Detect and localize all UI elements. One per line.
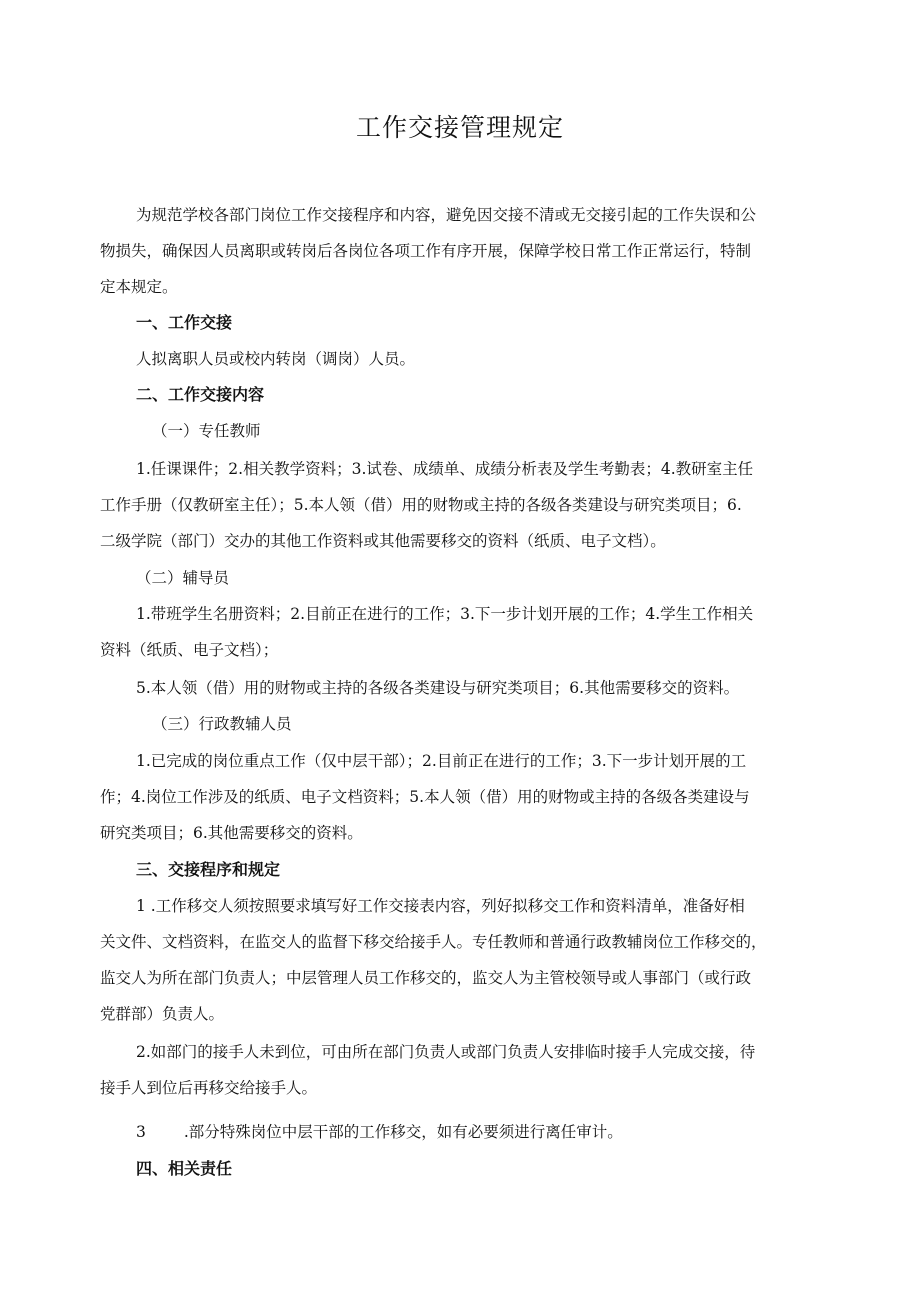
section-heading: 一、工作交接	[136, 313, 233, 332]
text-line: 作；4.岗位工作涉及的纸质、电子文档资料；5.本人领（借）用的财物或主持的各级各类建设与	[100, 788, 750, 806]
subsection-heading: （二）辅导员	[136, 569, 230, 587]
section-heading: 四、相关责任	[136, 1159, 233, 1178]
text-line: 研究类项目；6.其他需要移交的资料。	[100, 824, 363, 842]
subsection-heading: （三）行政教辅人员	[152, 715, 292, 733]
page-title: 工作交接管理规定	[355, 113, 564, 142]
paragraph	[100, 451, 822, 559]
intro-paragraph	[100, 197, 822, 305]
text-line: 二级学院（部门）交办的其他工作资料或其他需要移交的资料（纸质、电子文档）。	[100, 532, 666, 550]
text-line: 定本规定。	[100, 278, 178, 296]
section-body: 人拟离职人员或校内转岗（调岗）人员。	[136, 350, 416, 368]
text-line: 1.带班学生名册资料；2.目前正在进行的工作；3.下一步计划开展的工作；4.学生工作相关	[136, 605, 754, 623]
text-line: 1.任课课件；2.相关教学资料；3.试卷、成绩单、成绩分析表及学生考勤表；4.教研室主任	[136, 460, 754, 478]
item-number: 3	[136, 1123, 146, 1141]
text-line: 接手人到位后再移交给接手人。	[100, 1079, 318, 1097]
paragraph	[100, 743, 822, 851]
text-line: 1 .工作移交人须按照要求填写好工作交接表内容，列好拟移交工作和资料清单，准备好相	[136, 897, 745, 915]
paragraph: 5.本人领（借）用的财物或主持的各级各类建设与研究类项目；6.其他需要移交的资料。	[136, 679, 740, 697]
paragraph	[100, 888, 822, 1032]
text-line: 资料（纸质、电子文档）；	[100, 641, 279, 659]
text-line: 2.如部门的接手人未到位，可由所在部门负责人或部门负责人安排临时接手人完成交接，待	[136, 1043, 756, 1061]
paragraph	[136, 1114, 858, 1150]
paragraph	[100, 596, 822, 668]
text-line: 工作手册（仅教研室主任）；5.本人领（借）用的财物或主持的各级各类建设与研究类项目；6.	[100, 496, 742, 514]
item-text: .部分特殊岗位中层干部的工作移交，如有必要须进行离任审计。	[183, 1123, 623, 1141]
text-line: 为规范学校各部门岗位工作交接程序和内容，避免因交接不清或无交接引起的工作失误和公	[136, 206, 757, 224]
section-heading: 三、交接程序和规定	[136, 860, 281, 879]
subsection-heading: （一）专任教师	[152, 422, 261, 440]
section-heading: 二、工作交接内容	[136, 385, 265, 404]
text-line: 物损失，确保因人员离职或转岗后各岗位各项工作有序开展，保障学校日常工作正常运行，特制	[100, 242, 752, 260]
text-line: 关文件、文档资料，在监交人的监督下移交给接手人。专任教师和普通行政教辅岗位工作移交的，	[100, 933, 767, 951]
text-line: 党群部）负责人。	[100, 1005, 225, 1023]
paragraph	[100, 1034, 822, 1106]
text-line: 监交人为所在部门负责人；中层管理人员工作移交的，监交人为主管校领导或人事部门（或行政	[100, 969, 752, 987]
text-line: 1.已完成的岗位重点工作（仅中层干部）；2.目前正在进行的工作；3.下一步计划开展的工	[136, 752, 747, 770]
